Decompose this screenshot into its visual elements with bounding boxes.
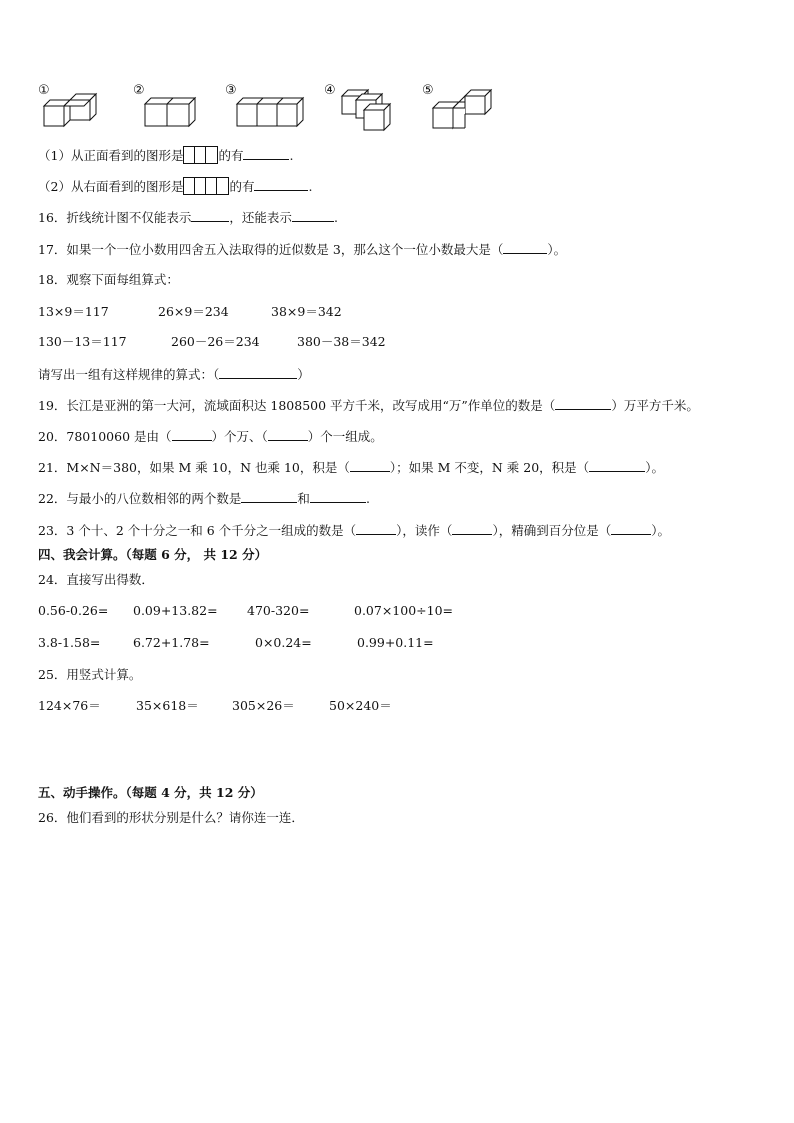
q16-prefix: 16．折线统计图不仅能表示 [38,210,192,225]
q24-expression: 6.72+1.78= [133,635,210,650]
q20-c: ）个一组成。 [307,429,383,444]
cube-figure-3 [235,92,307,130]
q21-a: 21．M×N＝380，如果 M 乘 10，N 也乘 10，积是（ [38,460,350,475]
question-17 [38,241,566,258]
q24-expression: 0.07×100÷10= [354,603,454,618]
view-right-suffix: 的有 [229,179,255,194]
period: . [289,148,294,163]
answer-blank[interactable] [292,209,334,222]
q24-expression: 0.56-0.26= [38,603,109,618]
figure-label-3: ③ [225,83,237,98]
q17-text: 17．如果一个一位小数用四舍五入法取得的近似数是 3，那么这个一位小数最大是（ [38,242,504,257]
answer-blank[interactable] [555,397,611,410]
q19-end: ）万平方千米。 [611,398,699,413]
answer-blank[interactable] [241,490,297,503]
q18-ask-end: ） [297,367,310,382]
q18-equation: 260－26＝234 [171,334,260,349]
q24-expression: 470-320= [247,603,310,618]
answer-blank[interactable] [268,428,308,441]
view-front-suffix: 的有 [218,148,244,163]
q18-equation: 130－13＝117 [38,334,127,349]
q25-expression: 305×26＝ [232,698,295,713]
view-front-prefix: （1）从正面看到的图形是 [38,148,184,163]
question-23 [38,522,670,539]
q17-end: ）。 [547,242,567,257]
q25-expression: 35×618＝ [136,698,199,713]
front-view-shape [183,146,218,164]
q16-mid: ，还能表示 [229,210,292,225]
answer-blank[interactable] [172,428,212,441]
cube-figure-4 [338,86,394,132]
answer-blank[interactable] [452,522,492,535]
q20-a: 20．78010060 是由（ [38,429,172,444]
q16-end: . [333,210,338,225]
answer-blank[interactable] [310,490,366,503]
figure-label-4: ④ [324,83,336,98]
q24-expression: 3.8-1.58= [38,635,101,650]
answer-blank[interactable] [219,366,297,379]
q22-a: 22．与最小的八位数相邻的两个数是 [38,491,242,506]
cube-figure-5 [431,88,493,130]
q18-ask [38,366,310,383]
q23-a: 23．3 个十、2 个十分之一和 6 个千分之一组成的数是（ [38,523,357,538]
q24-expression: 0.99+0.11= [357,635,434,650]
q20-b: ）个万、（ [211,429,268,444]
q25-expression: 50×240＝ [329,698,392,713]
question-26-title: 26．他们看到的形状分别是什么？请你连一连． [38,810,304,825]
answer-blank[interactable] [191,209,229,222]
question-24-title: 24．直接写出得数． [38,572,154,587]
question-21 [38,459,664,476]
period: . [308,179,313,194]
answer-blank[interactable] [350,459,390,472]
q21-c: ）。 [645,460,664,475]
answer-blank[interactable] [254,178,308,191]
q18-ask-text: 请写出一组有这样规律的算式：（ [38,367,220,382]
question-19 [38,397,699,414]
q24-expression: 0×0.24= [255,635,312,650]
q24-expression: 0.09+13.82= [133,603,218,618]
q23-b: ），读作（ [396,523,453,538]
q18-equation: 13×9＝117 [38,304,109,319]
answer-blank[interactable] [503,241,547,254]
q22-c: . [365,491,370,506]
answer-blank[interactable] [356,522,396,535]
question-16 [38,209,338,226]
answer-blank[interactable] [243,147,289,160]
q18-equation: 380－38＝342 [297,334,386,349]
q19-text: 19．长江是亚洲的第一大河，流域面积达 1808500 平方千米，改写成用“万”作单位的数是（ [38,398,556,413]
figure-label-2: ② [133,83,145,98]
answer-blank[interactable] [611,522,651,535]
cube-figure-2 [143,92,199,130]
q18-equation: 26×9＝234 [158,304,229,319]
q18-equation: 38×9＝342 [271,304,342,319]
question-18-title: 18．观察下面每组算式： [38,272,179,287]
q23-d: ）。 [651,523,670,538]
right-view-shape [183,177,229,195]
view-right-question [38,177,312,195]
question-22 [38,490,370,507]
question-20 [38,428,383,445]
view-right-prefix: （2）从右面看到的图形是 [38,179,184,194]
q25-expression: 124×76＝ [38,698,101,713]
cube-figure-1 [42,88,106,130]
q23-c: ），精确到百分位是（ [492,523,612,538]
section-4-title: 四、我会计算。（每题 6 分， 共 12 分） [38,547,268,562]
question-25-title: 25．用竖式计算。 [38,667,142,682]
view-front-question [38,146,293,164]
q22-b: 和 [297,491,310,506]
answer-blank[interactable] [589,459,645,472]
figure-label-1: ① [38,83,50,98]
section-5-title: 五、动手操作。（每题 4 分，共 12 分） [38,785,263,800]
q21-b: ）；如果 M 不变，N 乘 20，积是（ [389,460,590,475]
figure-label-5: ⑤ [422,83,434,98]
